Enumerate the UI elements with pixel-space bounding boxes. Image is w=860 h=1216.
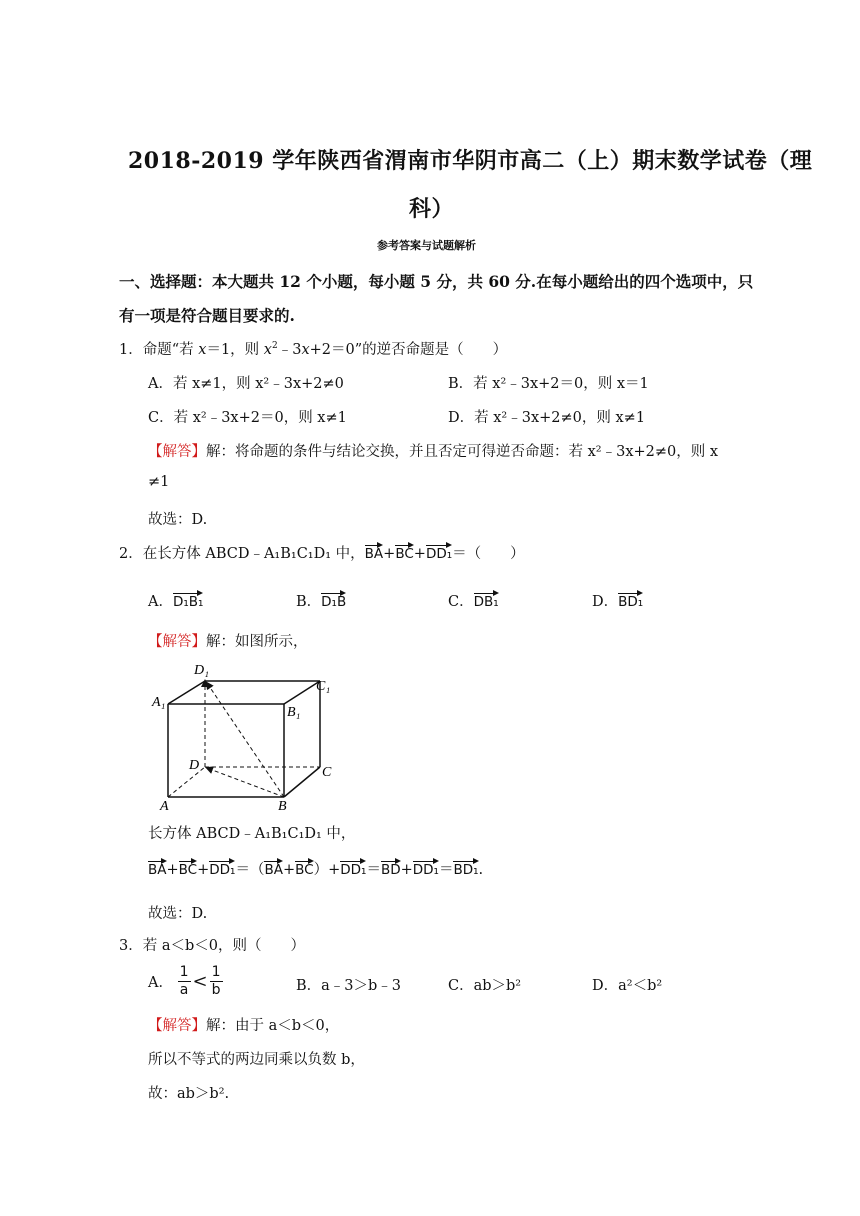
vector-dd1: DD₁ <box>426 543 452 562</box>
answer-1-choice: 故选：D. <box>148 512 208 528</box>
answer-3-line2: 所以不等式的两边同乘以负数 b， <box>148 1052 365 1068</box>
edge-c1-b1 <box>284 681 320 704</box>
question-3-stem: 3．若 a＜b＜0，则（ ） <box>119 938 305 954</box>
option-d[interactable]: D．BD₁ <box>592 590 643 611</box>
answer-2-after-figure: 长方体 ABCD﹣A₁B₁C₁D₁ 中， <box>148 826 356 842</box>
option-b[interactable]: B．a﹣3＞b﹣3 <box>296 978 402 994</box>
answer-3-line1: 【解答】解：由于 a＜b＜0， <box>148 1018 340 1034</box>
option-a[interactable]: A． $\frac{1}{a}$ < $\frac{1}{b}$ <box>148 964 221 998</box>
answer-3-line3: 故：ab＞b². <box>148 1086 230 1102</box>
answer-1-line1: 【解答】解：将命题的条件与结论交换，并且否定可得逆否命题：若 x²﹣3x+2≠0，则 x <box>148 444 719 460</box>
edge-c-b <box>284 767 320 797</box>
question-1-stem: 1．命题“若 x＝1，则 $x^2﹣3x+2=0$”的逆否命题是（ ） <box>119 341 508 358</box>
question-number: 2． <box>119 546 143 562</box>
vector-b-d1 <box>207 683 284 797</box>
page-title-line1: 2018-2019 学年陕西省渭南市华阴市高二（上）期末数学试卷（理 <box>128 148 813 174</box>
fraction-1-over-a: $\frac{1}{a}$ <box>179 964 189 998</box>
option-d[interactable]: D．a²＜b² <box>592 978 663 994</box>
hidden-edge-b-d <box>207 768 284 797</box>
answer-tag: 【解答】 <box>148 444 206 460</box>
vector-bc: BC <box>395 543 413 562</box>
answer-tag: 【解答】 <box>148 634 206 650</box>
page-subtitle: 参考答案与试题解析 <box>377 239 476 252</box>
label-d1: D₁ <box>194 663 209 678</box>
vector-ba: BA <box>365 543 384 562</box>
vector-d1b: D₁B <box>321 591 346 610</box>
label-c: C <box>322 765 332 780</box>
option-a[interactable]: A．若 x≠1，则 x²﹣3x+2≠0 <box>148 376 344 392</box>
cuboid-figure <box>150 656 350 812</box>
hidden-edge-a-d <box>168 767 205 797</box>
fraction-1-over-b: $\frac{1}{b}$ <box>211 964 221 998</box>
answer-2-choice: 故选：D. <box>148 906 208 922</box>
edge-a1-d1 <box>168 681 205 704</box>
option-c[interactable]: C．DB₁ <box>448 590 499 611</box>
label-a: A <box>160 799 169 812</box>
answer-2-equation: BA+BC+DD₁＝（BA+BC）+DD₁＝BD+DD₁＝BD₁. <box>148 858 483 879</box>
option-d[interactable]: D．若 x²﹣3x+2≠0，则 x≠1 <box>448 410 646 426</box>
option-b[interactable]: B．若 x²﹣3x+2＝0，则 x＝1 <box>448 376 649 392</box>
question-number: 1． <box>119 342 143 358</box>
option-c[interactable]: C．ab＞b² <box>448 978 522 994</box>
section-header-line1: 一、选择题：本大题共 12 个小题，每小题 5 分，共 60 分.在每小题给出的四个选项中，只 <box>119 272 754 291</box>
section-header-line2: 有一项是符合题目要求的. <box>119 306 295 325</box>
answer-1-line2: ≠1 <box>148 474 170 490</box>
vector-bd1: BD₁ <box>618 591 643 610</box>
label-c1: C₁ <box>316 679 331 694</box>
question-number: 3． <box>119 938 143 954</box>
vector-db1: DB₁ <box>474 591 499 610</box>
label-a1: A₁ <box>152 695 166 710</box>
answer-tag: 【解答】 <box>148 1018 206 1034</box>
label-b1: B₁ <box>287 705 301 720</box>
option-c[interactable]: C．若 x²﹣3x+2＝0，则 x≠1 <box>148 410 347 426</box>
question-2-stem: 2．在长方体 ABCD﹣A₁B₁C₁D₁ 中，BA+BC+DD₁＝（ ） <box>119 542 525 563</box>
vector-d1b1: D₁B₁ <box>173 591 203 610</box>
option-b[interactable]: B．D₁B <box>296 590 346 611</box>
label-b: B <box>278 799 287 812</box>
answer-2-line1: 【解答】解：如图所示， <box>148 634 308 650</box>
page-title-line2: 科） <box>409 196 455 222</box>
label-d: D <box>189 758 200 773</box>
option-a[interactable]: A．D₁B₁ <box>148 590 203 611</box>
